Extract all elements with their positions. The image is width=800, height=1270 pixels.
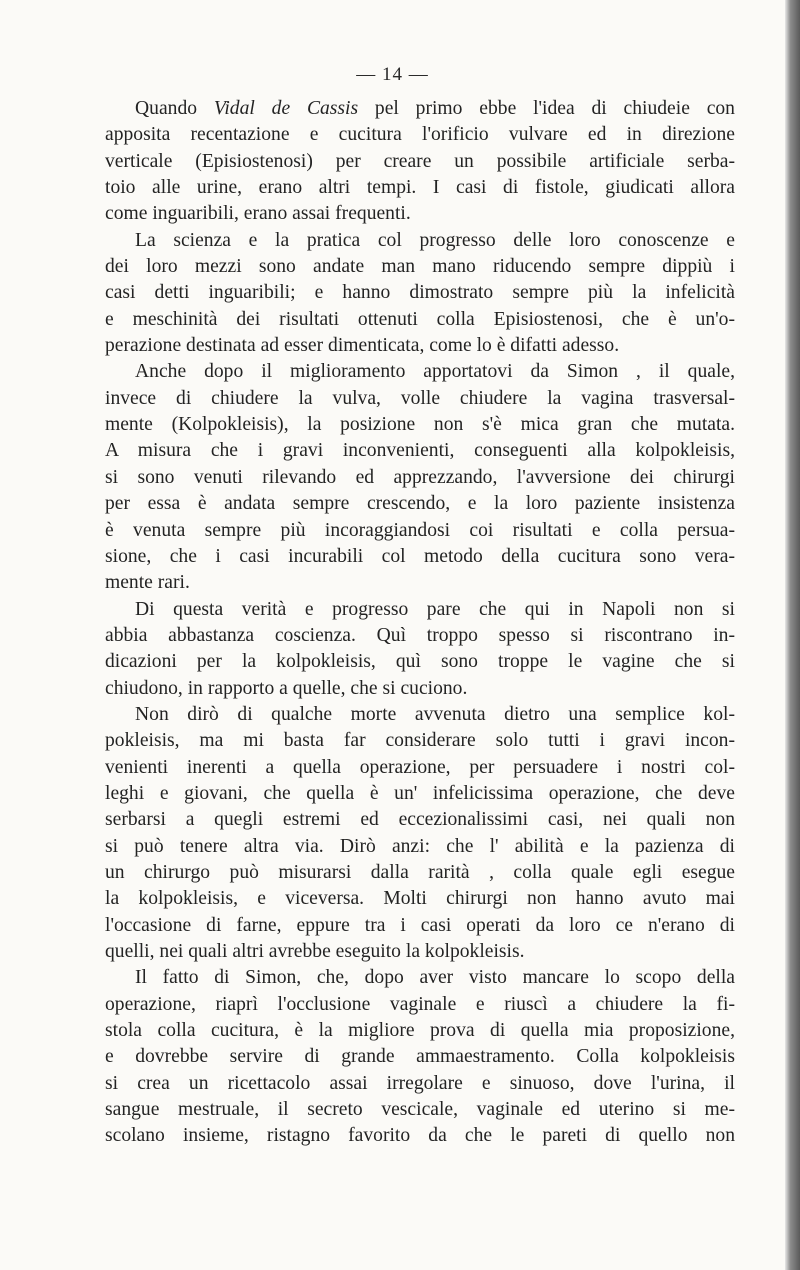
- text-line: si può tenere altra via. Dirò anzi: che l' abilità e la pazienza di: [105, 835, 735, 857]
- text-line: apposita recentazione e cucitura l'orificio vulvare ed in direzione: [105, 124, 735, 146]
- text-line: sangue mestruale, il secreto vescicale, vaginale ed uterino si me-: [105, 1099, 735, 1121]
- text-line: l'occasione di farne, eppure tra i casi operati da loro ce n'erano di: [105, 914, 735, 936]
- text-line: e meschinità dei risultati ottenuti colla Episiostenosi, che è un'o-: [105, 308, 735, 330]
- page-edge-shadow: [785, 0, 800, 1270]
- text-line: dicazioni per la kolpokleisis, quì sono troppe le vagine che si: [105, 651, 735, 673]
- text-line: A misura che i gravi inconvenienti, conseguenti alla kolpokleisis,: [105, 440, 735, 462]
- text-line: dei loro mezzi sono andate man mano riducendo sempre dippiù i: [105, 256, 735, 278]
- text-line: scolano insieme, ristagno favorito da che le pareti di quello non: [105, 1125, 735, 1147]
- text-line: abbia abbastanza coscienza. Quì troppo spesso si riscontrano in-: [105, 624, 735, 646]
- text-line: La scienza e la pratica col progresso delle loro conoscenze e: [135, 229, 735, 251]
- text-line: e dovrebbe servire di grande ammaestramento. Colla kolpokleisis: [105, 1046, 735, 1068]
- text-line: verticale (Episiostenosi) per creare un possibile artificiale serba-: [105, 150, 735, 172]
- text-line: Il fatto di Simon, che, dopo aver visto mancare lo scopo della: [135, 967, 735, 989]
- text-line: chiudono, in rapporto a quelle, che si cuciono.: [105, 677, 468, 699]
- text-line: casi detti inguaribili; e hanno dimostrato sempre più la infelicità: [105, 282, 735, 304]
- text-line: si sono venuti rilevando ed apprezzando, l'avversione dei chirurgi: [105, 466, 735, 488]
- text-line: venienti inerenti a quella operazione, per persuadere i nostri col-: [105, 756, 735, 778]
- text-line: un chirurgo può misurarsi dalla rarità , colla quale egli esegue: [105, 861, 735, 883]
- text-line: operazione, riaprì l'occlusione vaginale e riuscì a chiudere la fi-: [105, 993, 735, 1015]
- text-line: quelli, nei quali altri avrebbe eseguito la kolpokleisis.: [105, 941, 525, 962]
- text-line: si crea un ricettacolo assai irregolare e sinuoso, dove l'urina, il: [105, 1072, 735, 1094]
- author-name-italic: Vidal de Cassis: [213, 98, 359, 119]
- text-line: Non dirò di qualche morte avvenuta dietro una semplice kol-: [135, 703, 735, 725]
- text-line: invece di chiudere la vulva, volle chiudere la vagina trasversal-: [105, 387, 735, 409]
- text-line: [105, 96, 735, 122]
- body-text: [105, 96, 735, 1150]
- text-line: toio alle urine, erano altri tempi. I casi di fistole, giudicati allora: [105, 177, 735, 199]
- page-number: — 14 —: [356, 64, 429, 85]
- text-line: per essa è andata sempre crescendo, e la loro paziente insistenza: [105, 493, 735, 515]
- text-line: Di questa verità e progresso pare che qui in Napoli non si: [135, 598, 735, 620]
- text-run: pel primo ebbe l'idea di chiudeie con: [358, 98, 735, 119]
- text-line: come inguaribili, erano assai frequenti.: [105, 203, 411, 225]
- text-line: la kolpokleisis, e viceversa. Molti chirurgi non hanno avuto mai: [105, 888, 735, 910]
- text-line: perazione destinata ad esser dimenticata, come lo è difatti adesso.: [105, 335, 620, 357]
- text-line: è venuta sempre più incoraggiandosi coi risultati e colla persua-: [105, 519, 735, 541]
- text-line: sione, che i casi incurabili col metodo della cucitura sono vera-: [105, 545, 735, 567]
- text-line: mente rari.: [105, 572, 190, 594]
- text-run: Quando: [135, 98, 214, 119]
- text-line: stola colla cucitura, è la migliore prova di quella mia proposizione,: [105, 1020, 735, 1042]
- text-line: mente (Kolpokleisis), la posizione non s'è mica gran che mutata.: [105, 414, 735, 436]
- text-line: leghi e giovani, che quella è un' infelicissima operazione, che deve: [105, 782, 735, 804]
- text-line: pokleisis, ma mi basta far considerare solo tutti i gravi incon-: [105, 730, 735, 752]
- text-line: serbarsi a quegli estremi ed eccezionalissimi casi, nei quali non: [105, 809, 735, 831]
- text-line: Anche dopo il miglioramento apportatovi da Simon , il quale,: [135, 361, 735, 383]
